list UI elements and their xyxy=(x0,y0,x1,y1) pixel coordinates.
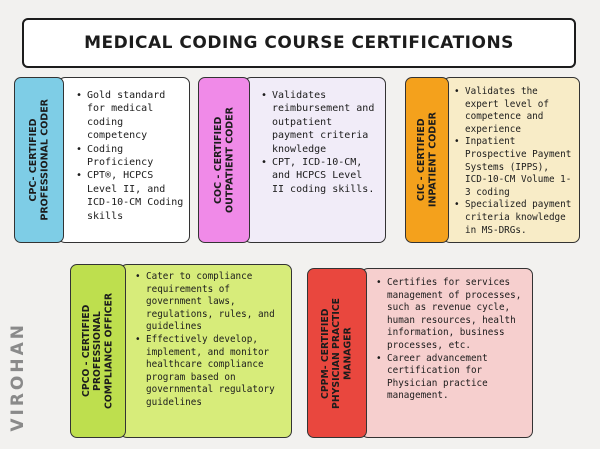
card-cpc-heading: CPC- CERTIFIED PROFESSIONAL CODER xyxy=(27,99,50,221)
card-cic-body xyxy=(443,77,580,243)
card-cpco-item: • Effectively develop, implement, and monitor healthcare compliance program based on governmental regulatory guidelines xyxy=(134,334,287,410)
card-cpc-body xyxy=(58,77,190,243)
card-cpc-item: • Gold standard for medical coding competency xyxy=(75,89,184,143)
card-coc-item: • Validates reimbursement and outpatient payment criteria knowledge xyxy=(260,89,380,156)
card-coc-tab xyxy=(198,77,250,243)
card-cppm-heading: CPPM- CERTIFIED PHYSICIAN PRACTICE MANAGER xyxy=(320,297,354,409)
card-cpc-tab xyxy=(14,77,64,243)
card-cpc-item: • CPT®, HCPCS Level II, and ICD-10-CM Coding skills xyxy=(75,169,184,223)
card-coc-body xyxy=(244,77,386,243)
card-cppm-item: • Certifies for services management of processes, such as revenue cycle, human resources, health information, business processes, etc. xyxy=(375,277,528,353)
page-title: MEDICAL CODING COURSE CERTIFICATIONS xyxy=(84,33,514,53)
card-cic-item: • Inpatient Prospective Payment Systems (IPPS), ICD-10-CM Volume 1-3 coding xyxy=(453,136,575,199)
card-cic xyxy=(405,77,580,243)
card-coc-heading: COC - CERTIFIED OUTPATIENT CODER xyxy=(212,107,235,213)
card-cpc-item: • Coding Proficiency xyxy=(75,143,184,170)
card-coc-item: • CPT, ICD-10-CM, and HCPCS Level II coding skills. xyxy=(260,156,380,196)
card-cic-item: • Specialized payment criteria knowledge in MS-DRGs. xyxy=(453,199,575,237)
card-cic-heading: CIC - CERTIFIED INPATIENT CODER xyxy=(415,112,438,208)
title-banner xyxy=(22,18,576,68)
card-cpc xyxy=(14,77,190,243)
card-cpco xyxy=(70,264,292,438)
brand-name: VIROHAN xyxy=(8,322,28,432)
card-cic-tab xyxy=(405,77,449,243)
card-coc xyxy=(198,77,386,243)
card-cic-item: • Validates the expert level of competence and experience xyxy=(453,86,575,136)
card-cpco-heading: CPCO - CERTIFIED PROFESSIONAL COMPLIANCE OFFICER xyxy=(81,293,115,409)
card-cpco-tab xyxy=(70,264,126,438)
card-cppm xyxy=(307,268,533,438)
brand-logo xyxy=(6,318,30,436)
card-cpco-body xyxy=(120,264,292,438)
card-cppm-tab xyxy=(307,268,367,438)
card-cppm-body xyxy=(361,268,533,438)
card-cppm-item: • Career advancement certification for Physician practice management. xyxy=(375,353,528,403)
card-cpco-item: • Cater to compliance requirements of government laws, regulations, rules, and guidelines xyxy=(134,271,287,334)
